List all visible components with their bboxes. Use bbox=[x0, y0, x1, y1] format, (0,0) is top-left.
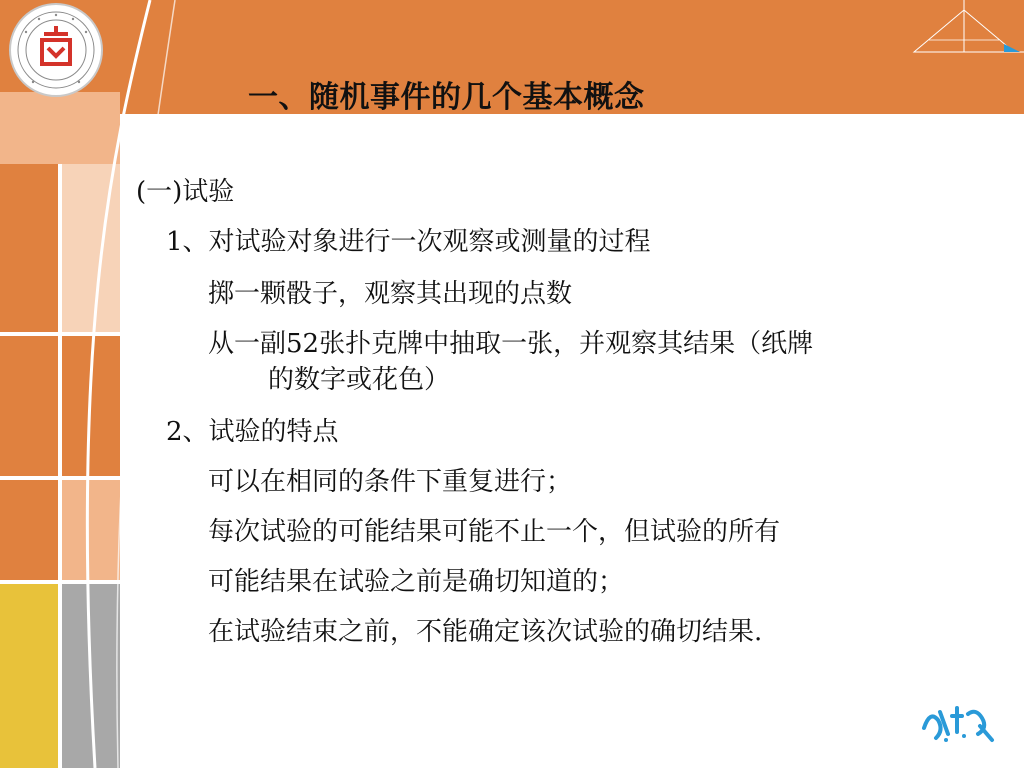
item-1-label: 1、对试验对象进行一次观察或测量的过程 bbox=[166, 227, 651, 257]
statistics-logo-icon bbox=[918, 700, 998, 746]
item-1-example-2: 从一副52张扑克牌中抽取一张，并观察其结果（纸牌 bbox=[208, 329, 814, 359]
section-heading: (一)试验 bbox=[136, 177, 235, 207]
item-2-feature-1: 可以在相同的条件下重复进行； bbox=[208, 467, 573, 497]
item-1-example-1: 掷一颗骰子，观察其出现的点数 bbox=[208, 279, 573, 309]
slide-title: 一、随机事件的几个基本概念 bbox=[248, 80, 645, 115]
item-2-feature-2-continued: 可能结果在试验之前是确切知道的； bbox=[208, 567, 625, 597]
item-2-feature-2: 每次试验的可能结果可能不止一个，但试验的所有 bbox=[208, 517, 781, 547]
item-2-feature-3: 在试验结束之前，不能确定该次试验的确切结果. bbox=[208, 617, 763, 647]
item-1-example-2-continued: 的数字或花色） bbox=[268, 365, 451, 395]
item-2-label: 2、试验的特点 bbox=[166, 417, 339, 447]
